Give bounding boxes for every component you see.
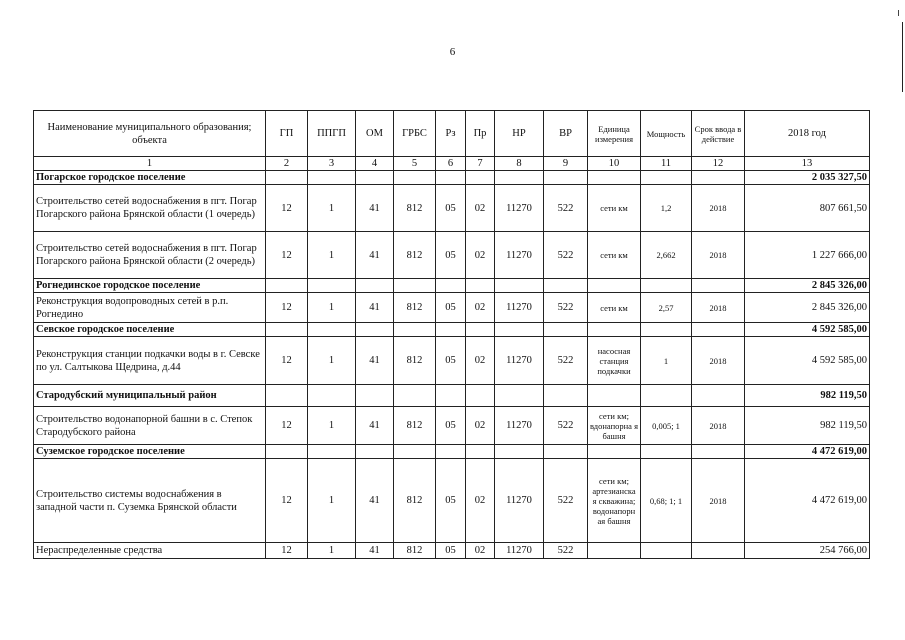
gp-cell: 12 bbox=[266, 407, 308, 445]
col-number: 8 bbox=[495, 157, 544, 171]
empty-cell bbox=[436, 279, 466, 293]
grbs-cell: 812 bbox=[394, 337, 436, 385]
empty-cell bbox=[308, 171, 356, 185]
empty-cell bbox=[588, 385, 641, 407]
header-ppgp: ППГП bbox=[308, 111, 356, 157]
gp-cell: 12 bbox=[266, 293, 308, 323]
object-name: Нераспределенные средства bbox=[34, 543, 266, 559]
scan-edge-tick bbox=[898, 10, 899, 16]
rz-cell: 05 bbox=[436, 543, 466, 559]
empty-cell bbox=[588, 323, 641, 337]
amount-cell: 982 119,50 bbox=[745, 407, 870, 445]
amount-cell: 4 592 585,00 bbox=[745, 337, 870, 385]
om-cell: 41 bbox=[356, 407, 394, 445]
gp-cell: 12 bbox=[266, 232, 308, 279]
vr-cell: 522 bbox=[544, 293, 588, 323]
empty-cell bbox=[308, 445, 356, 459]
unit-cell: насосная станция подкачки bbox=[588, 337, 641, 385]
grbs-cell: 812 bbox=[394, 407, 436, 445]
empty-cell bbox=[436, 385, 466, 407]
object-name: Строительство водонапорной башни в с. Степок Стародубского района bbox=[34, 407, 266, 445]
unit-cell: сети км; вдонапорна я башня bbox=[588, 407, 641, 445]
empty-cell bbox=[356, 171, 394, 185]
section-name: Погарское городское поселение bbox=[34, 171, 266, 185]
ppgp-cell: 1 bbox=[308, 459, 356, 543]
pr-cell: 02 bbox=[466, 543, 495, 559]
ppgp-cell: 1 bbox=[308, 407, 356, 445]
empty-cell bbox=[394, 385, 436, 407]
empty-cell bbox=[436, 323, 466, 337]
grbs-cell: 812 bbox=[394, 459, 436, 543]
empty-cell bbox=[641, 385, 692, 407]
empty-cell bbox=[356, 385, 394, 407]
col-number: 11 bbox=[641, 157, 692, 171]
vr-cell: 522 bbox=[544, 407, 588, 445]
nr-cell: 11270 bbox=[495, 232, 544, 279]
unit-cell bbox=[588, 543, 641, 559]
col-number: 2 bbox=[266, 157, 308, 171]
om-cell: 41 bbox=[356, 337, 394, 385]
year-cell: 2018 bbox=[692, 459, 745, 543]
unit-cell: сети км bbox=[588, 185, 641, 232]
section-name: Севское городское поселение bbox=[34, 323, 266, 337]
capacity-cell: 2,662 bbox=[641, 232, 692, 279]
capacity-cell: 2,57 bbox=[641, 293, 692, 323]
empty-cell bbox=[641, 323, 692, 337]
empty-cell bbox=[394, 445, 436, 459]
capacity-cell: 1,2 bbox=[641, 185, 692, 232]
section-total: 2 845 326,00 bbox=[745, 279, 870, 293]
empty-cell bbox=[544, 385, 588, 407]
empty-cell bbox=[266, 171, 308, 185]
header-year: Срок ввода в действие bbox=[692, 111, 745, 157]
empty-cell bbox=[436, 445, 466, 459]
ppgp-cell: 1 bbox=[308, 543, 356, 559]
empty-cell bbox=[394, 279, 436, 293]
nr-cell: 11270 bbox=[495, 337, 544, 385]
empty-cell bbox=[356, 279, 394, 293]
header-rz: Рз bbox=[436, 111, 466, 157]
year-cell bbox=[692, 543, 745, 559]
item-row bbox=[34, 407, 870, 445]
empty-cell bbox=[266, 445, 308, 459]
rz-cell: 05 bbox=[436, 337, 466, 385]
empty-cell bbox=[544, 445, 588, 459]
empty-cell bbox=[641, 279, 692, 293]
empty-cell bbox=[466, 385, 495, 407]
empty-cell bbox=[308, 279, 356, 293]
empty-cell bbox=[495, 445, 544, 459]
header-vr: ВР bbox=[544, 111, 588, 157]
section-total: 982 119,50 bbox=[745, 385, 870, 407]
empty-cell bbox=[436, 171, 466, 185]
header-amount: 2018 год bbox=[745, 111, 870, 157]
gp-cell: 12 bbox=[266, 337, 308, 385]
year-cell: 2018 bbox=[692, 407, 745, 445]
column-numbers-row bbox=[34, 157, 870, 171]
col-number: 12 bbox=[692, 157, 745, 171]
section-name: Стародубский муниципальный район bbox=[34, 385, 266, 407]
vr-cell: 522 bbox=[544, 185, 588, 232]
capacity-cell: 1 bbox=[641, 337, 692, 385]
col-number: 3 bbox=[308, 157, 356, 171]
empty-cell bbox=[588, 171, 641, 185]
grbs-cell: 812 bbox=[394, 293, 436, 323]
unit-cell: сети км; артезианска я скважина; водонапорн ая башня bbox=[588, 459, 641, 543]
section-total: 4 472 619,00 bbox=[745, 445, 870, 459]
empty-cell bbox=[356, 323, 394, 337]
empty-cell bbox=[544, 279, 588, 293]
empty-cell bbox=[466, 279, 495, 293]
grbs-cell: 812 bbox=[394, 232, 436, 279]
om-cell: 41 bbox=[356, 232, 394, 279]
section-total: 2 035 327,50 bbox=[745, 171, 870, 185]
header-om: ОМ bbox=[356, 111, 394, 157]
empty-cell bbox=[692, 171, 745, 185]
ppgp-cell: 1 bbox=[308, 232, 356, 279]
amount-cell: 4 472 619,00 bbox=[745, 459, 870, 543]
gp-cell: 12 bbox=[266, 459, 308, 543]
section-name: Суземское городское поселение bbox=[34, 445, 266, 459]
empty-cell bbox=[466, 323, 495, 337]
vr-cell: 522 bbox=[544, 459, 588, 543]
rz-cell: 05 bbox=[436, 293, 466, 323]
empty-cell bbox=[588, 279, 641, 293]
nr-cell: 11270 bbox=[495, 293, 544, 323]
pr-cell: 02 bbox=[466, 293, 495, 323]
om-cell: 41 bbox=[356, 293, 394, 323]
om-cell: 41 bbox=[356, 185, 394, 232]
section-row bbox=[34, 171, 870, 185]
gp-cell: 12 bbox=[266, 185, 308, 232]
col-number: 1 bbox=[34, 157, 266, 171]
empty-cell bbox=[266, 323, 308, 337]
capacity-cell bbox=[641, 543, 692, 559]
amount-cell: 807 661,50 bbox=[745, 185, 870, 232]
year-cell: 2018 bbox=[692, 232, 745, 279]
item-row bbox=[34, 232, 870, 279]
empty-cell bbox=[356, 445, 394, 459]
grbs-cell: 812 bbox=[394, 543, 436, 559]
rz-cell: 05 bbox=[436, 185, 466, 232]
rz-cell: 05 bbox=[436, 407, 466, 445]
col-number: 10 bbox=[588, 157, 641, 171]
header-capacity: Мощность bbox=[641, 111, 692, 157]
empty-cell bbox=[588, 445, 641, 459]
empty-cell bbox=[495, 385, 544, 407]
rz-cell: 05 bbox=[436, 232, 466, 279]
col-number: 6 bbox=[436, 157, 466, 171]
section-row bbox=[34, 323, 870, 337]
col-number: 9 bbox=[544, 157, 588, 171]
unit-cell: сети км bbox=[588, 293, 641, 323]
empty-cell bbox=[308, 323, 356, 337]
section-row bbox=[34, 445, 870, 459]
ppgp-cell: 1 bbox=[308, 185, 356, 232]
amount-cell: 2 845 326,00 bbox=[745, 293, 870, 323]
vr-cell: 522 bbox=[544, 543, 588, 559]
header-grbs: ГРБС bbox=[394, 111, 436, 157]
empty-cell bbox=[692, 323, 745, 337]
section-total: 4 592 585,00 bbox=[745, 323, 870, 337]
object-name: Строительство сетей водоснабжения в пгт. Погар Погарского района Брянской области (2 очередь) bbox=[34, 232, 266, 279]
nr-cell: 11270 bbox=[495, 185, 544, 232]
pr-cell: 02 bbox=[466, 407, 495, 445]
rz-cell: 05 bbox=[436, 459, 466, 543]
empty-cell bbox=[466, 171, 495, 185]
empty-cell bbox=[266, 279, 308, 293]
gp-cell: 12 bbox=[266, 543, 308, 559]
header-row bbox=[34, 111, 870, 157]
item-row bbox=[34, 337, 870, 385]
empty-cell bbox=[495, 323, 544, 337]
header-name: Наименование муниципального образования; объекта bbox=[34, 111, 266, 157]
empty-cell bbox=[641, 445, 692, 459]
section-row bbox=[34, 385, 870, 407]
header-nr: НР bbox=[495, 111, 544, 157]
header-gp: ГП bbox=[266, 111, 308, 157]
grbs-cell: 812 bbox=[394, 185, 436, 232]
empty-cell bbox=[466, 445, 495, 459]
empty-cell bbox=[641, 171, 692, 185]
amount-cell: 254 766,00 bbox=[745, 543, 870, 559]
header-unit: Единица измерения bbox=[588, 111, 641, 157]
capacity-cell: 0,005; 1 bbox=[641, 407, 692, 445]
item-row bbox=[34, 293, 870, 323]
empty-cell bbox=[266, 385, 308, 407]
empty-cell bbox=[394, 323, 436, 337]
ppgp-cell: 1 bbox=[308, 337, 356, 385]
object-name: Строительство системы водоснабжения в западной части п. Суземка Брянской области bbox=[34, 459, 266, 543]
om-cell: 41 bbox=[356, 459, 394, 543]
unit-cell: сети км bbox=[588, 232, 641, 279]
col-number: 4 bbox=[356, 157, 394, 171]
empty-cell bbox=[495, 171, 544, 185]
empty-cell bbox=[495, 279, 544, 293]
pr-cell: 02 bbox=[466, 337, 495, 385]
capacity-cell: 0,68; 1; 1 bbox=[641, 459, 692, 543]
year-cell: 2018 bbox=[692, 185, 745, 232]
nr-cell: 11270 bbox=[495, 459, 544, 543]
amount-cell: 1 227 666,00 bbox=[745, 232, 870, 279]
nr-cell: 11270 bbox=[495, 407, 544, 445]
col-number: 13 bbox=[745, 157, 870, 171]
budget-table bbox=[33, 110, 870, 559]
object-name: Реконструкция станции подкачки воды в г. Севске по ул. Салтыкова Щедрина, д.44 bbox=[34, 337, 266, 385]
ppgp-cell: 1 bbox=[308, 293, 356, 323]
year-cell: 2018 bbox=[692, 337, 745, 385]
empty-cell bbox=[544, 323, 588, 337]
vr-cell: 522 bbox=[544, 337, 588, 385]
empty-cell bbox=[394, 171, 436, 185]
col-number: 7 bbox=[466, 157, 495, 171]
pr-cell: 02 bbox=[466, 232, 495, 279]
empty-cell bbox=[692, 279, 745, 293]
header-pr: Пр bbox=[466, 111, 495, 157]
vr-cell: 522 bbox=[544, 232, 588, 279]
object-name: Строительство сетей водоснабжения в пгт. Погар Погарского района Брянской области (1 очередь) bbox=[34, 185, 266, 232]
pr-cell: 02 bbox=[466, 459, 495, 543]
empty-cell bbox=[544, 171, 588, 185]
om-cell: 41 bbox=[356, 543, 394, 559]
section-row bbox=[34, 279, 870, 293]
item-row bbox=[34, 459, 870, 543]
page-number: 6 bbox=[449, 46, 456, 58]
empty-cell bbox=[308, 385, 356, 407]
col-number: 5 bbox=[394, 157, 436, 171]
empty-cell bbox=[692, 445, 745, 459]
object-name: Реконструкция водопроводных сетей в р.п. Рогнедино bbox=[34, 293, 266, 323]
nr-cell: 11270 bbox=[495, 543, 544, 559]
section-name: Рогнединское городское поселение bbox=[34, 279, 266, 293]
pr-cell: 02 bbox=[466, 185, 495, 232]
empty-cell bbox=[692, 385, 745, 407]
item-row bbox=[34, 185, 870, 232]
item-row bbox=[34, 543, 870, 559]
year-cell: 2018 bbox=[692, 293, 745, 323]
